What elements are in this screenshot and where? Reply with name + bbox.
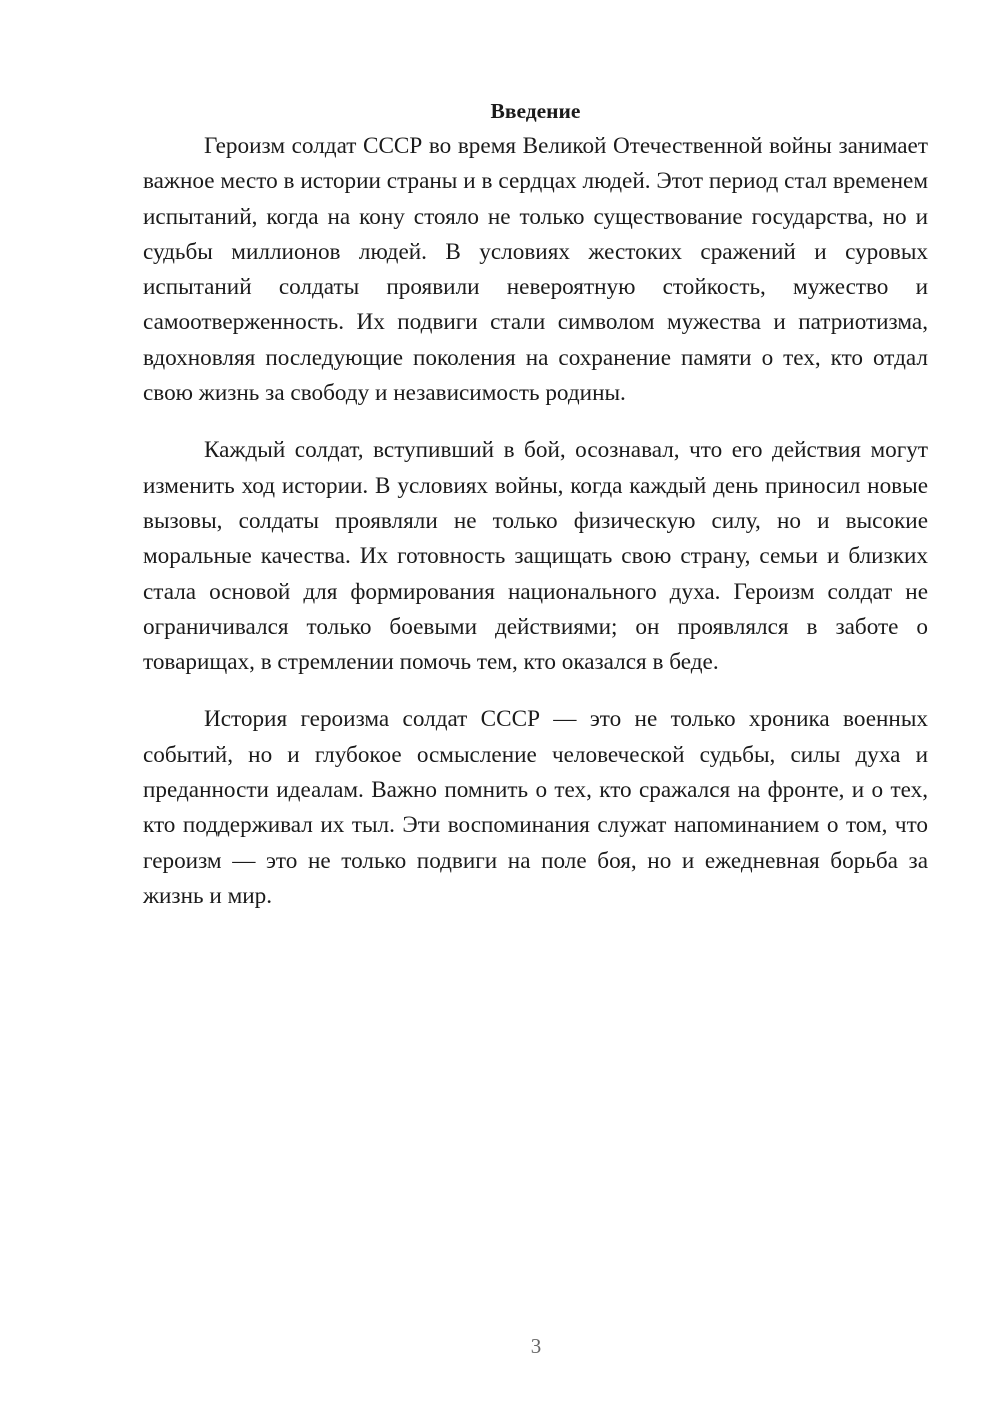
page-content	[143, 96, 928, 914]
paragraph-2: Каждый солдат, вступивший в бой, осознавал, что его действия могут изменить ход истории. В условиях войны, когда каждый день приносил новые вызовы, солдаты проявляли не только физическую силу, но и высокие моральные качества. Их готовность защищать свою страну, семьи и близких стала основой для формирования национального духа. Героизм солдат не ограничивался только боевыми действиями; он проявлялся в заботе о товарищах, в стремлении помочь тем, кто оказался в беде.	[143, 437, 928, 676]
paragraph-3: История героизма солдат СССР — это не только хроника военных событий, но и глубокое осмысление человеческой судьбы, силы духа и преданности идеалам. Важно помнить о тех, кто сражался на фронте, и о тех, кто поддерживал их тыл. Эти воспоминания служат напоминанием о том, что героизм — это не только подвиги на поле боя, но и ежедневная борьба за жизнь и мир.	[143, 706, 928, 909]
paragraph-1: Героизм солдат СССР во время Великой Отечественной войны занимает важное место в истории страны и в сердцах людей. Этот период стал временем испытаний, когда на кону стояло не только существование государства, но и судьбы миллионов людей. В условиях жестоких сражений и суровых испытаний солдаты проявили невероятную стойкость, мужество и самоотверженность. Их подвиги стали символом мужества и патриотизма, вдохновляя последующие поколения на сохранение памяти о тех, кто отдал свою жизнь за свободу и независимость родины.	[143, 133, 928, 407]
page-number: 3	[530, 1334, 542, 1358]
section-title: Введение	[490, 99, 581, 123]
